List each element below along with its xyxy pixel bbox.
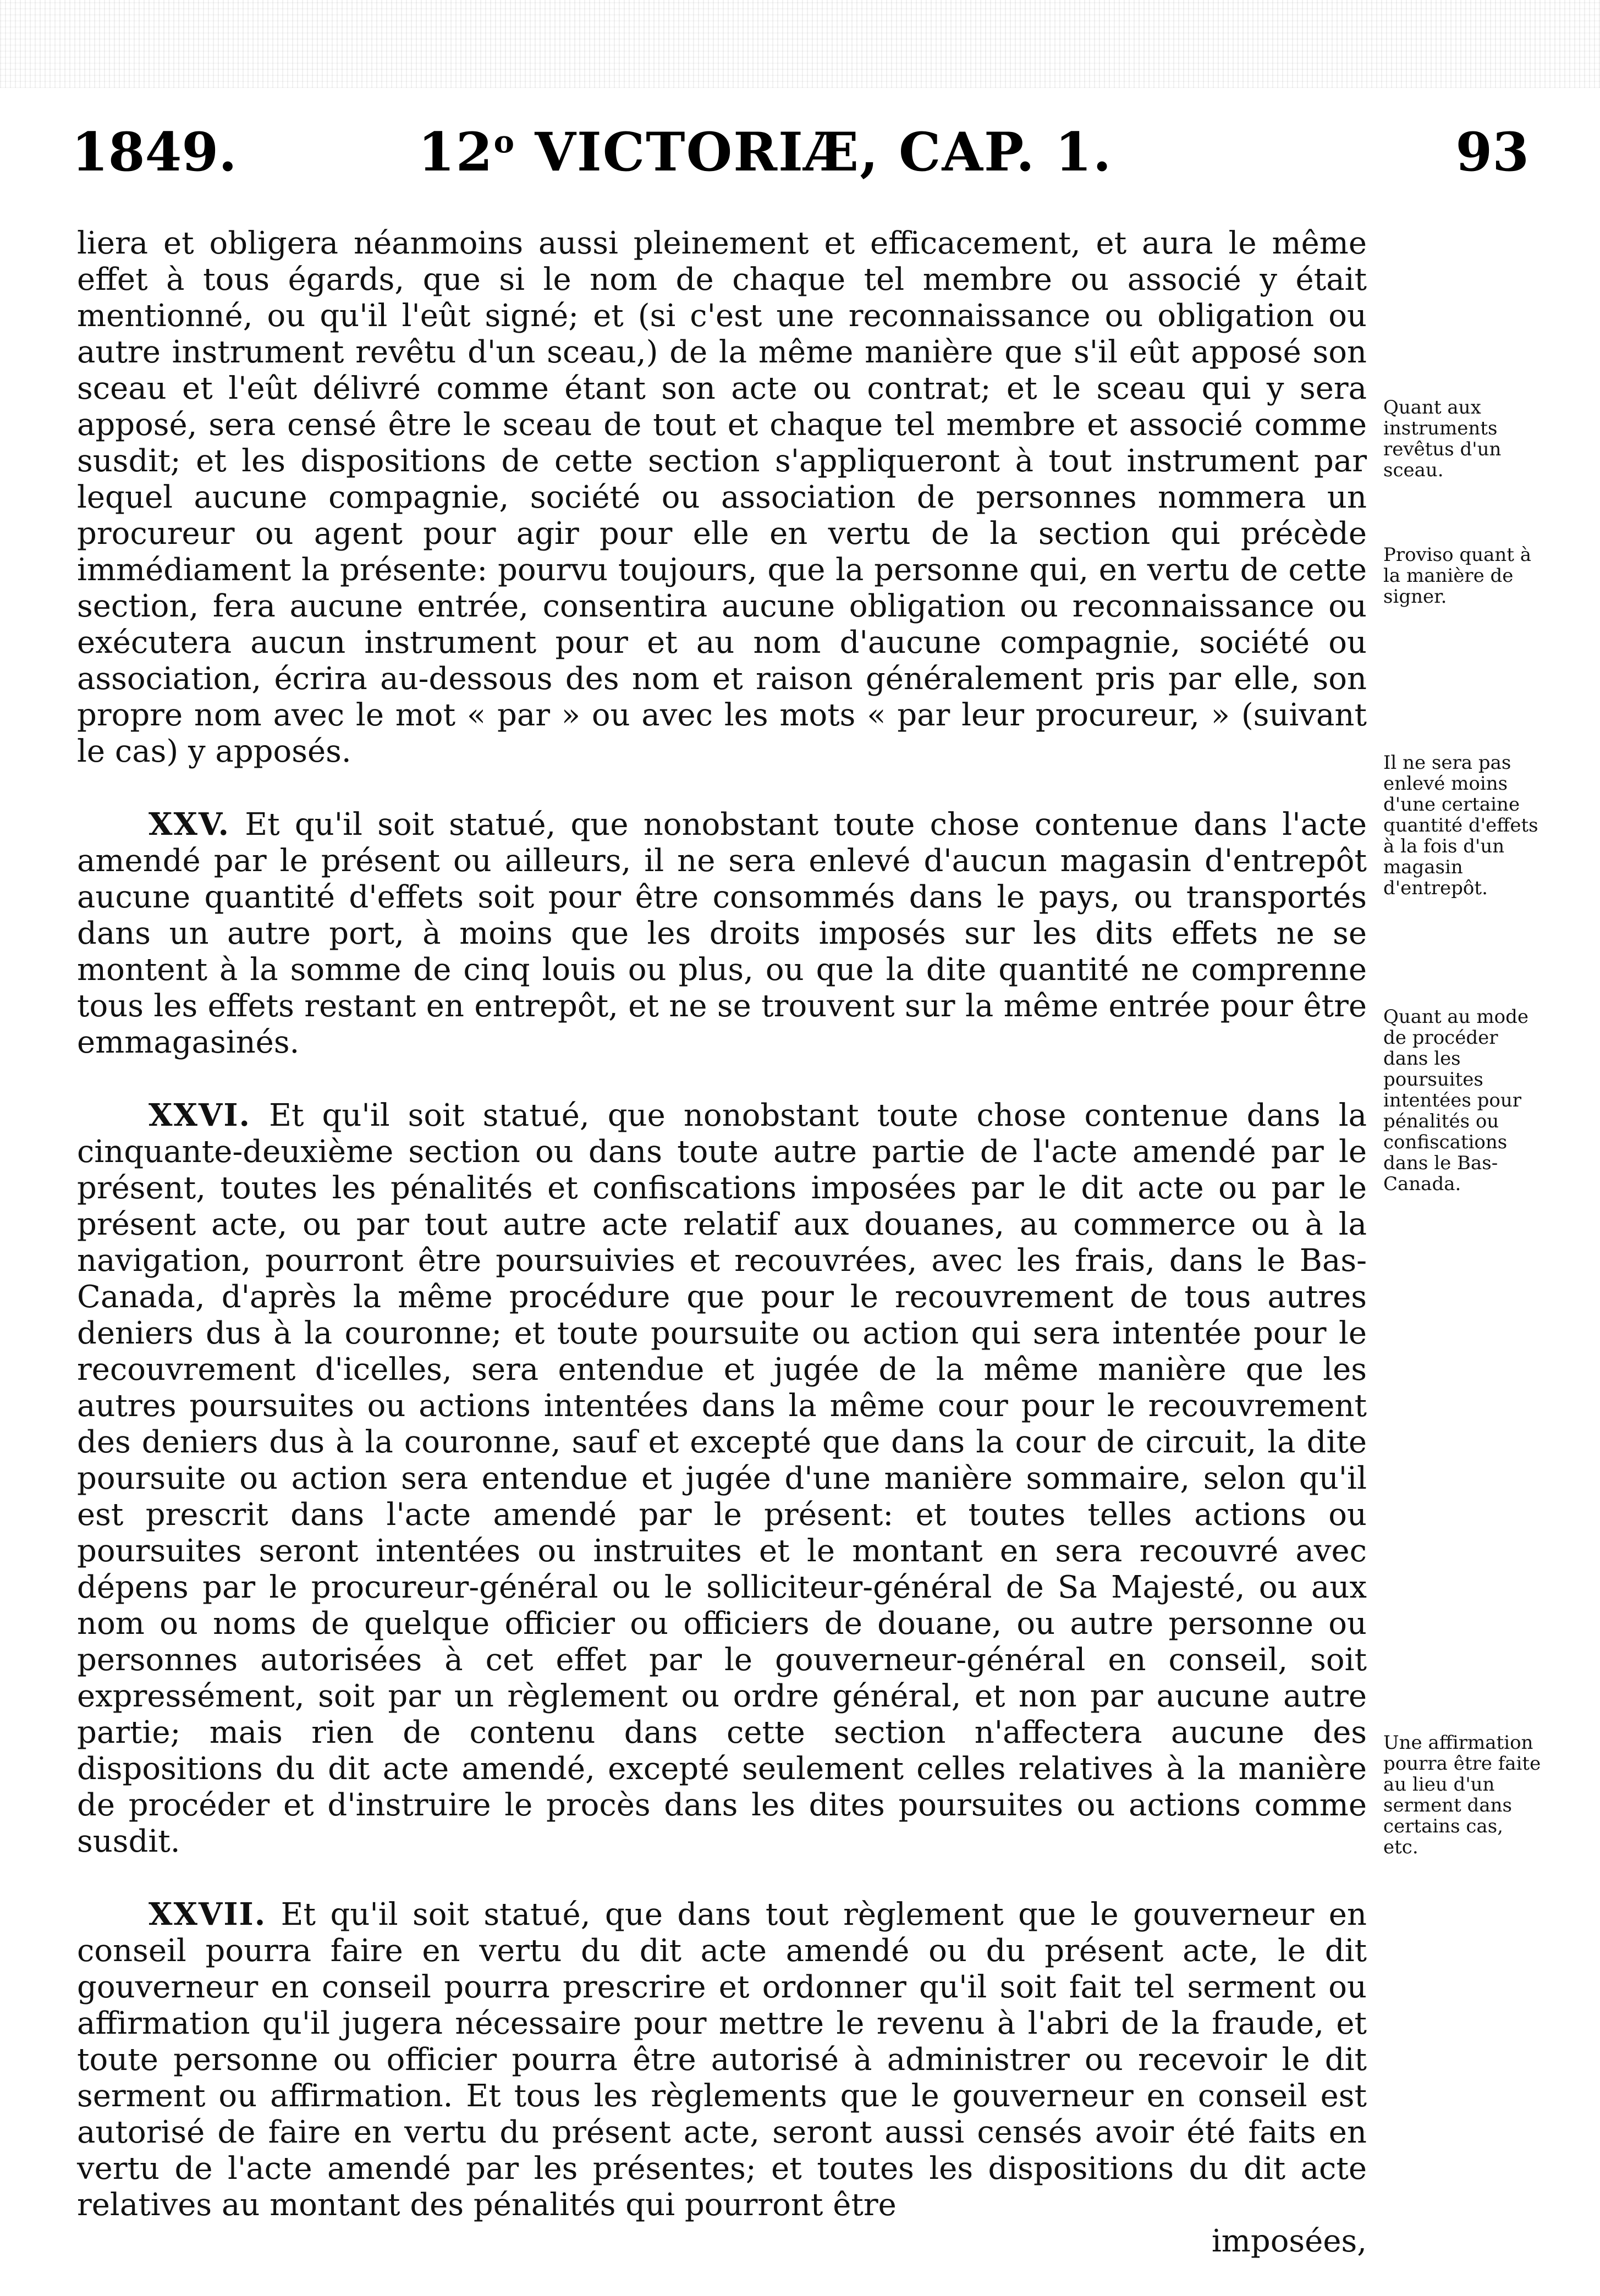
section-xxvi — [77, 1097, 1367, 1860]
scan-noise-border — [0, 0, 1600, 88]
running-head — [418, 121, 1112, 183]
body-text — [77, 225, 1367, 2296]
section-number: XXVI. — [149, 1097, 251, 1133]
paragraph-text: Et qu'il soit statué, que dans tout règlement que le gouverneur en conseil pourra faire en vertu du dit acte amendé ou du présent acte, le dit gouverneur en conseil pourra prescrire et ordonner qu'il soit fait tel serment ou affirmation qu'il jugera nécessaire pour mettre le revenu à l'abri de la fraude, et toute personne ou officier pourra être autorisé à administrer ou recevoir le dit serment ou affirmation. Et tous les règlements que le gouverneur en conseil est autorisé de faire en vertu du présent acte, seront aussi censés avoir été faits en vertu de l'acte amendé par les présentes; et toutes les dispositions du dit acte relatives au montant des pénalités qui pourront être — [77, 1897, 1367, 2223]
running-head-num: 12 — [418, 121, 494, 183]
paragraph-text: liera et obligera néanmoins aussi pleinement et efficacement, et aura le même effet à tous égards, que si le nom de chaque tel membre ou associé y était mentionné, ou qu'il l'eût signé; et (si c'est une reconnaissance ou obligation ou autre instrument revêtu d'un sceau,) de la même manière que s'il eût apposé son sceau et l'eût délivré comme étant son acte ou contrat; et le sceau qui y sera apposé, sera censé être le sceau de tout et chaque tel membre et associé comme susdit; et les dispositions de cette section s'appliqueront à tout instrument par lequel aucune compagnie, société ou association de personnes nommera un procureur ou agent pour agir pour elle en vertu de la section qui précède immédiament la présente: pourvu toujours, que la personne qui, en vertu de cette section, fera aucune entrée, consentira aucune obligation ou reconnaissance ou exécutera aucun instrument pour et au nom d'aucune compagnie, société ou association, écrira au-dessous des nom et raison généralement pris par elle, son propre nom avec le mot « par » ou avec les mots « par leur procureur, » (suivant le cas) y apposés. — [77, 225, 1367, 769]
section-xxv — [77, 806, 1367, 1061]
catchword-line: imposées, — [1211, 2223, 1367, 2259]
section-number: XXVII. — [149, 1896, 267, 1932]
paragraph-continuation — [77, 225, 1367, 770]
running-head-sup: o — [493, 124, 515, 160]
section-xxvii — [77, 1896, 1367, 2260]
margin-note-procedure: Quant au mode de procéder dans les poursuites intentées pour pénalités ou confiscations dans le Bas-Canada. — [1383, 1006, 1528, 1195]
running-head-text: VICTORIÆ, CAP. 1. — [535, 121, 1113, 183]
paragraph-text: Et qu'il soit statué, que nonobstant toute chose contenue dans l'acte amendé par le présent ou ailleurs, il ne sera enlevé d'aucun magasin d'entrepôt aucune quantité d'effets soit pour être consommés dans le pays, ou transportés dans un autre port, à moins que les droits imposés sur les dits effets ne se montent à la somme de cinq louis ou plus, ou que la dite quantité ne comprenne tous les effets restant en entrepôt, et ne se trouvent sur la même entrée pour être emmagasinés. — [77, 807, 1367, 1060]
margin-note-entrepot: Il ne sera pas enlevé moins d'une certaine quantité d'effets à la fois d'un magasin d'entrepôt. — [1383, 752, 1538, 899]
margin-note-proviso: Proviso quant à la manière de signer. — [1383, 544, 1531, 608]
margin-note-affirmation: Une affirmation pourra être faite au lieu d'un serment dans certains cas, etc. — [1383, 1732, 1541, 1858]
header-year: 1849. — [72, 121, 237, 183]
section-number: XXV. — [149, 806, 230, 843]
paragraph-text: Et qu'il soit statué, que nonobstant toute chose contenue dans la cinquante-deuxième section ou dans toute autre partie de l'acte amendé par le présent, toutes les pénalités et confiscations imposées par le dit acte ou par le présent acte, ou par tout autre acte relatif aux douanes, au commerce ou à la navigation, pourront être poursuivies et recouvrées, avec les frais, dans le Bas-Canada, d'après la même procédure que pour le recouvrement de tous autres deniers dus à la couronne; et toute poursuite ou action qui sera intentée pour le recouvrement d'icelles, sera entendue et jugée de la même manière que les autres poursuites ou actions intentées dans la même cour pour le recouvrement des deniers dus à la couronne, sauf et excepté que dans la cour de circuit, la dite poursuite ou action sera entendue et jugée d'une manière sommaire, selon qu'il est prescrit dans l'acte amendé par le présent: et toutes telles actions ou poursuites seront intentées ou instruites et le montant en sera recouvré avec dépens par le procureur-général ou le solliciteur-général de Sa Majesté, ou aux nom ou noms de quelque officier ou officiers de douane, ou autre personne ou personnes autorisées à cet effet par le gouverneur-général en conseil, soit expressément, soit par un règlement ou ordre général, et non par aucune autre partie; mais rien de contenu dans cette section n'affectera aucune des dispositions du dit acte amendé, excepté seulement celles relatives à la manière de procéder et d'instruire le procès dans les dites poursuites ou actions comme susdit. — [77, 1098, 1367, 1859]
margin-note-sceau: Quant aux instruments revêtus d'un sceau. — [1383, 397, 1502, 481]
page-number: 93 — [1455, 121, 1529, 183]
page-header — [72, 121, 1529, 192]
